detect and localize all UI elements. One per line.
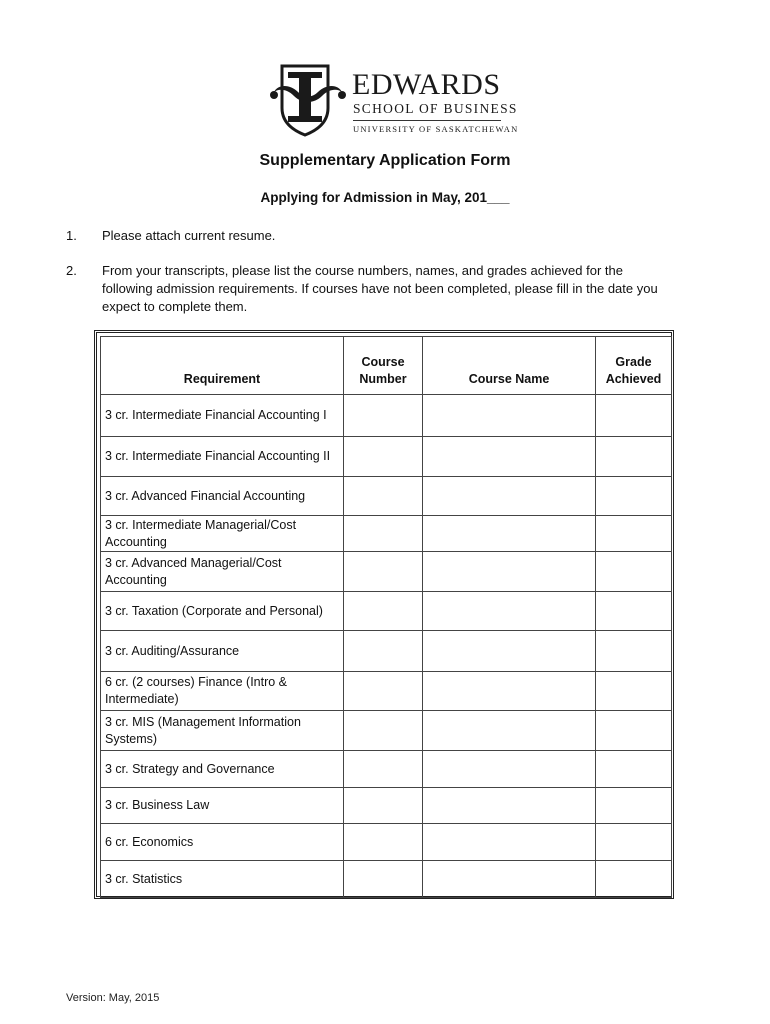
header-grade-achieved: Grade Achieved — [596, 337, 672, 395]
course-number-cell[interactable] — [344, 552, 423, 592]
course-name-cell[interactable] — [423, 631, 596, 672]
table-row — [101, 516, 672, 552]
table-row — [101, 861, 672, 898]
version-footer: Version: May, 2015 — [66, 992, 160, 1004]
requirement-cell: 3 cr. Advanced Managerial/Cost Accounting — [101, 552, 344, 592]
course-name-cell[interactable] — [423, 437, 596, 477]
grade-cell[interactable] — [596, 631, 672, 672]
requirement-cell: 3 cr. Advanced Financial Accounting — [101, 477, 344, 516]
logo-name: EDWARDS — [352, 68, 501, 101]
course-number-cell[interactable] — [344, 395, 423, 437]
course-number-cell[interactable] — [344, 592, 423, 631]
edwards-crest-icon — [268, 62, 348, 138]
table-row — [101, 824, 672, 861]
course-number-cell[interactable] — [344, 788, 423, 824]
table-header-row — [101, 337, 672, 395]
grade-cell[interactable] — [596, 395, 672, 437]
table-row — [101, 711, 672, 751]
form-subtitle: Applying for Admission in May, 201___ — [260, 190, 510, 205]
header-course-name: Course Name — [423, 337, 596, 395]
requirement-cell: 3 cr. Business Law — [101, 788, 344, 824]
requirement-cell: 6 cr. (2 courses) Finance (Intro & Intermediate) — [101, 672, 344, 711]
requirement-cell: 3 cr. Strategy and Governance — [101, 751, 344, 788]
item-number: 2. — [66, 263, 77, 278]
grade-cell[interactable] — [596, 861, 672, 898]
table-row — [101, 437, 672, 477]
item-number: 1. — [66, 228, 77, 243]
course-number-cell[interactable] — [344, 711, 423, 751]
item-text: From your transcripts, please list the course numbers, names, and grades achieved for the following admission requirements. If courses have not been completed, please fill in the date you expect to complete them. — [102, 263, 658, 314]
table-row — [101, 672, 672, 711]
requirement-cell: 3 cr. Taxation (Corporate and Personal) — [101, 592, 344, 631]
header-course-number: Course Number — [344, 337, 423, 395]
course-number-cell[interactable] — [344, 477, 423, 516]
edwards-logo — [268, 62, 519, 138]
course-number-cell[interactable] — [344, 516, 423, 552]
course-name-cell[interactable] — [423, 552, 596, 592]
grade-cell[interactable] — [596, 751, 672, 788]
requirement-cell: 3 cr. Statistics — [101, 861, 344, 898]
table-row — [101, 395, 672, 437]
requirement-cell: 3 cr. Auditing/Assurance — [101, 631, 344, 672]
grade-cell[interactable] — [596, 788, 672, 824]
logo-rule — [353, 120, 501, 121]
course-name-cell[interactable] — [423, 592, 596, 631]
grade-cell[interactable] — [596, 437, 672, 477]
requirement-cell: 6 cr. Economics — [101, 824, 344, 861]
item-text: Please attach current resume. — [102, 228, 276, 243]
logo-university: UNIVERSITY OF SASKATCHEWAN — [353, 124, 519, 134]
course-name-cell[interactable] — [423, 788, 596, 824]
course-number-cell[interactable] — [344, 437, 423, 477]
course-name-cell[interactable] — [423, 477, 596, 516]
requirements-table — [100, 336, 672, 898]
course-name-cell[interactable] — [423, 672, 596, 711]
requirement-cell: 3 cr. Intermediate Financial Accounting I — [101, 395, 344, 437]
course-number-cell[interactable] — [344, 672, 423, 711]
grade-cell[interactable] — [596, 592, 672, 631]
course-name-cell[interactable] — [423, 824, 596, 861]
requirement-cell: 3 cr. Intermediate Financial Accounting II — [101, 437, 344, 477]
course-name-cell[interactable] — [423, 516, 596, 552]
requirements-table-frame — [94, 330, 674, 899]
course-number-cell[interactable] — [344, 631, 423, 672]
requirement-cell: 3 cr. Intermediate Managerial/Cost Accounting — [101, 516, 344, 552]
grade-cell[interactable] — [596, 711, 672, 751]
logo-school: SCHOOL OF BUSINESS — [353, 101, 518, 116]
form-title: Supplementary Application Form — [259, 152, 511, 169]
grade-cell[interactable] — [596, 477, 672, 516]
course-name-cell[interactable] — [423, 395, 596, 437]
table-row — [101, 592, 672, 631]
grade-cell[interactable] — [596, 672, 672, 711]
course-number-cell[interactable] — [344, 861, 423, 898]
table-row — [101, 788, 672, 824]
grade-cell[interactable] — [596, 516, 672, 552]
course-number-cell[interactable] — [344, 751, 423, 788]
grade-cell[interactable] — [596, 824, 672, 861]
table-row — [101, 552, 672, 592]
header-requirement: Requirement — [101, 337, 344, 395]
course-name-cell[interactable] — [423, 861, 596, 898]
table-row — [101, 631, 672, 672]
grade-cell[interactable] — [596, 552, 672, 592]
course-number-cell[interactable] — [344, 824, 423, 861]
course-name-cell[interactable] — [423, 711, 596, 751]
table-row — [101, 751, 672, 788]
table-row — [101, 477, 672, 516]
course-name-cell[interactable] — [423, 751, 596, 788]
requirement-cell: 3 cr. MIS (Management Information Systems) — [101, 711, 344, 751]
